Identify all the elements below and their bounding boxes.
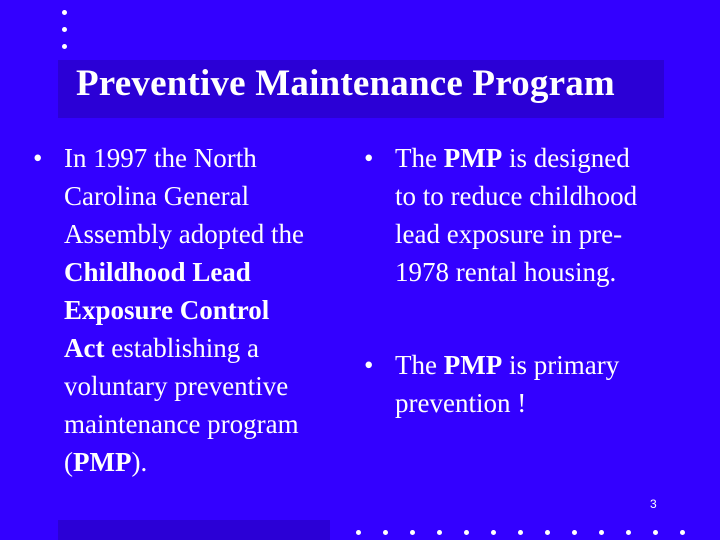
bold-run: PMP (73, 447, 132, 477)
text-run: prevention ! (395, 388, 527, 418)
right-bullet-1-text (395, 139, 637, 291)
text-line (64, 291, 304, 329)
decor-dot (599, 530, 604, 535)
text-line (395, 253, 637, 291)
bold-run: PMP (443, 350, 503, 380)
decor-dot (518, 530, 523, 535)
decor-dot (437, 530, 442, 535)
bold-run: PMP (443, 143, 503, 173)
text-line (395, 346, 619, 384)
text-line (64, 405, 304, 443)
text-line (395, 215, 637, 253)
decor-dot (383, 530, 388, 535)
text-run: Carolina General (64, 181, 250, 211)
decor-dot (464, 530, 469, 535)
text-line (64, 177, 304, 215)
text-run: The (395, 143, 444, 173)
bold-run: Childhood Lead (64, 257, 251, 287)
decor-dot (491, 530, 496, 535)
bold-run: Act (64, 333, 105, 363)
footer-bar (58, 520, 330, 540)
text-line (395, 177, 637, 215)
text-run: 1978 rental housing. (395, 257, 617, 287)
bullet-marker: • (364, 350, 374, 380)
left-bullet-text (64, 139, 304, 481)
text-line (64, 139, 304, 177)
decor-dot (62, 27, 67, 32)
decor-dot (680, 530, 685, 535)
text-run: is designed (502, 143, 630, 173)
decor-dot (572, 530, 577, 535)
text-run: to to reduce childhood (395, 181, 638, 211)
text-line (64, 367, 304, 405)
decor-dot (62, 44, 67, 49)
text-run: ( (64, 447, 73, 477)
text-run: Assembly adopted the (64, 219, 304, 249)
page-number: 3 (650, 497, 657, 511)
text-line (64, 329, 304, 367)
bullet-marker: • (33, 143, 43, 173)
right-bullet-2-text (395, 346, 619, 422)
decor-dot (626, 530, 631, 535)
text-run: is primary (502, 350, 620, 380)
decor-dot (356, 530, 361, 535)
text-line (395, 139, 637, 177)
text-line (64, 215, 304, 253)
decor-dot (545, 530, 550, 535)
text-run: maintenance program (64, 409, 299, 439)
bold-run: Exposure Control (64, 295, 270, 325)
decor-dot (653, 530, 658, 535)
bullet-marker: • (364, 143, 374, 173)
text-run: The (395, 350, 444, 380)
text-run: voluntary preventive (64, 371, 289, 401)
text-line (395, 384, 619, 422)
slide-title: Preventive Maintenance Program (76, 63, 615, 104)
text-line (64, 253, 304, 291)
text-run: ). (131, 447, 148, 477)
decor-dot (62, 10, 67, 15)
text-run: lead exposure in pre- (395, 219, 623, 249)
decor-dot (410, 530, 415, 535)
text-line (64, 443, 304, 481)
text-run: establishing a (104, 333, 259, 363)
text-run: In 1997 the North (64, 143, 257, 173)
